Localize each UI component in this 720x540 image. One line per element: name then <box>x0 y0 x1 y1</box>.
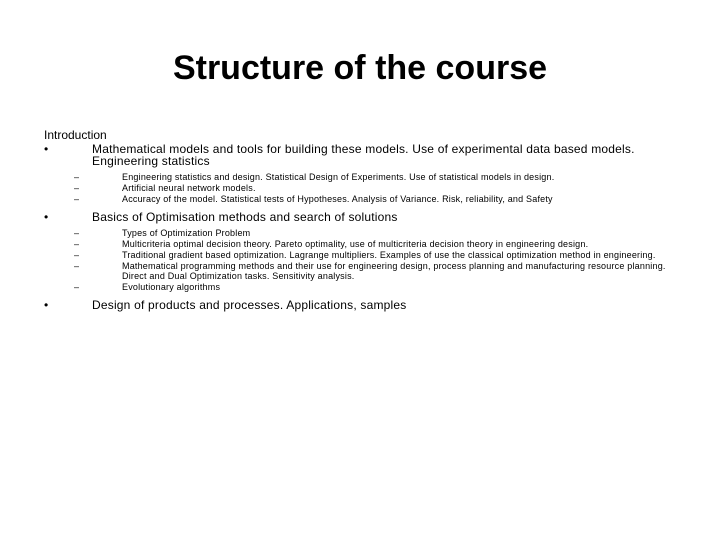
section-heading: Basics of Optimisation methods and search of solutions <box>92 210 398 224</box>
intro-line: Introduction <box>44 128 107 142</box>
sub-item <box>44 250 684 260</box>
slide-content <box>44 129 684 316</box>
dash-marker: – <box>74 250 80 260</box>
section-bullet-1 <box>44 143 684 167</box>
section-1-subitems <box>44 172 684 204</box>
section-bullet-2 <box>44 211 684 223</box>
sub-item-text: Traditional gradient based optimization. Lagrange multipliers. Examples of use the classical optimization method in engineering. <box>122 250 656 260</box>
dash-marker: – <box>74 228 80 238</box>
dash-marker: – <box>74 239 80 249</box>
bullet-marker: • <box>44 142 49 156</box>
sub-item-text: Mathematical programming methods and their use for engineering design, process planning and manufacturing resource planning. Direct and Dual Optimization tasks. Sensitivity analysis. <box>122 261 666 281</box>
sub-item-text: Multicriteria optimal decision theory. Pareto optimality, use of multicriteria decision theory in engineering design. <box>122 239 589 249</box>
section-heading: Design of products and processes. Applications, samples <box>92 298 407 312</box>
sub-item <box>44 228 684 238</box>
sub-item-text: Engineering statistics and design. Statistical Design of Experiments. Use of statistical models in design. <box>122 172 555 182</box>
sub-item <box>44 194 684 204</box>
bullet-marker: • <box>44 298 49 312</box>
sub-item <box>44 183 684 193</box>
dash-marker: – <box>74 183 80 193</box>
slide-title: Structure of the course <box>172 49 548 87</box>
dash-marker: – <box>74 282 80 292</box>
bullet-marker: • <box>44 210 49 224</box>
sub-item <box>44 261 684 281</box>
sub-item-text: Evolutionary algorithms <box>122 282 221 292</box>
section-bullet-3 <box>44 299 684 311</box>
sub-item-text: Types of Optimization Problem <box>122 228 251 238</box>
sub-item <box>44 282 684 292</box>
dash-marker: – <box>74 172 80 182</box>
dash-marker: – <box>74 194 80 204</box>
section-heading: Mathematical models and tools for building these models. Use of experimental data based models. Engineering statistics <box>92 142 635 168</box>
sub-item-text: Accuracy of the model. Statistical tests of Hypotheses. Analysis of Variance. Risk, reliability, and Safety <box>122 194 553 204</box>
sub-item <box>44 172 684 182</box>
dash-marker: – <box>74 261 80 271</box>
sub-item <box>44 239 684 249</box>
sub-item-text: Artificial neural network models. <box>122 183 256 193</box>
section-2-subitems <box>44 228 684 292</box>
